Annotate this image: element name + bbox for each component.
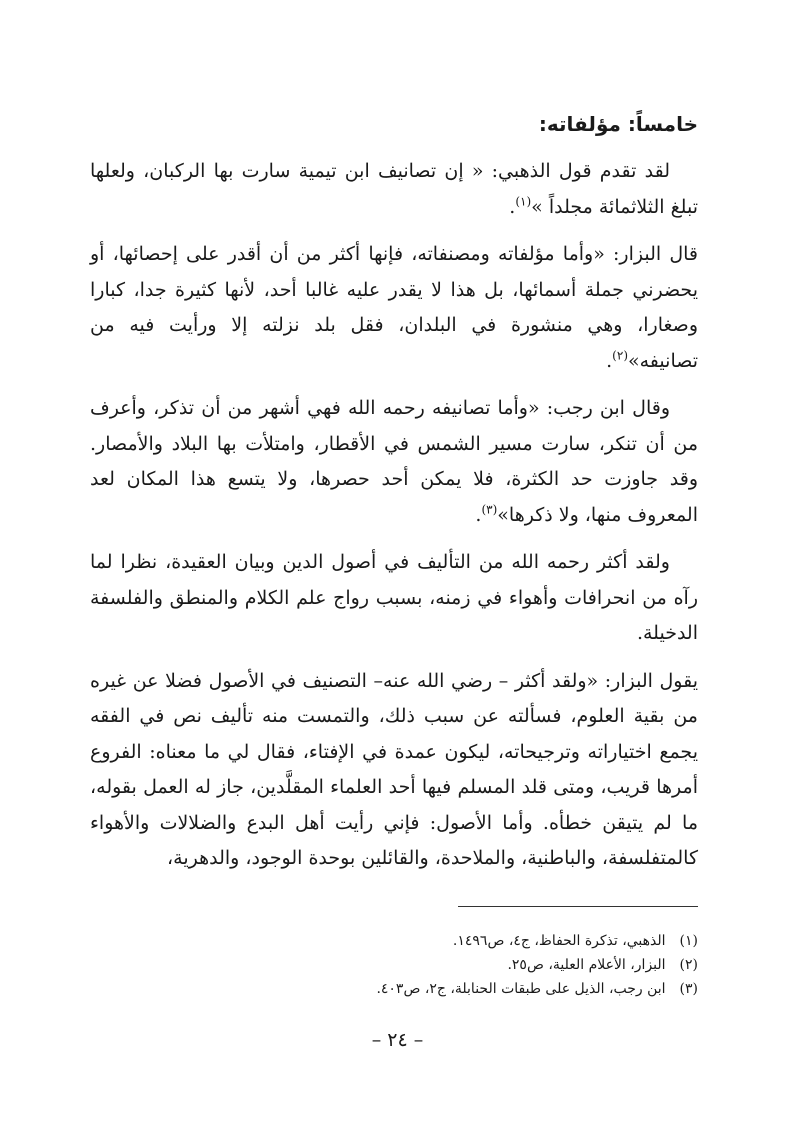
section-heading: خامساً: مؤلفاته:: [538, 112, 698, 136]
paragraph-2: [90, 237, 698, 379]
paragraph-text: وقال ابن رجب: «وأما تصانيفه رحمه الله فهي أشهر من أن تذكر، وأعرف من أن تنكر، سارت مسير الشمس في الأقطار، وامتلأت بها البلاد والأمصار. وقد جاوزت حد الكثرة، فلا يمكن أحد حصرها، ولا يتسع هذا المكان لعد المعروف منها، ولا ذكرها»: [90, 397, 698, 526]
paragraph-text: لقد تقدم قول الذهبي: « إن تصانيف ابن تيمية سارت بها الركبان، ولعلها تبلغ الثلاثمائة مجلداً »: [90, 160, 698, 218]
page-number: – ٢٤ –: [371, 1029, 424, 1051]
footnote-1: [138, 929, 698, 953]
page-body: [90, 108, 698, 889]
paragraph-1: [90, 154, 698, 225]
paragraph-5: [90, 664, 698, 877]
footnote-ref-1[interactable]: (١): [515, 194, 532, 209]
paragraph-end: .: [509, 195, 516, 218]
footnote-divider: [458, 906, 698, 907]
paragraph-text: قال البزار: «وأما مؤلفاته ومصنفاته، فإنها أكثر من أن أقدر على إحصائها، أو يحضرني جملة أسمائها، بل هذا لا يقدر عليه غالبا أحد، لأنها كثيرة جدا، كبارا وصغارا، وهي منشورة في البلدان، فقل بلد نزلته إلا ورأيت فيه من تصانيفه»: [90, 243, 698, 372]
paragraph-3: [90, 391, 698, 533]
footnote-2: [138, 953, 698, 977]
footnote-text: الذهبي، تذكرة الحفاظ، ج٤، ص١٤٩٦.: [452, 933, 666, 949]
footnote-3: [138, 977, 698, 1001]
footnote-ref-3[interactable]: (٣): [481, 502, 498, 517]
footnote-ref-2[interactable]: (٢): [612, 348, 628, 363]
paragraph-text: ولقد أكثر رحمه الله من التأليف في أصول الدين وبيان العقيدة، نظرا لما رآه من انحرافات وأهواء في زمنه، بسبب رواج علم الكلام والمنطق والفلسفة الدخيلة.: [90, 551, 698, 644]
paragraph-end: .: [606, 349, 613, 372]
footnotes: [138, 929, 698, 1001]
paragraph-end: .: [475, 503, 482, 526]
paragraph-4: [90, 545, 698, 652]
footnote-number: (٣): [679, 981, 698, 997]
footnote-number: (١): [679, 933, 698, 949]
footnote-text: البزار، الأعلام العلية، ص٢٥.: [507, 957, 666, 973]
footnote-text: ابن رجب، الذيل على طبقات الحنابلة، ج٢، ص٤٠٣.: [376, 981, 666, 997]
paragraph-text: يقول البزار: «ولقد أكثر – رضي الله عنه– التصنيف في الأصول فضلا عن غيره من بقية العلوم، فسألته عن سبب ذلك، والتمست منه تأليف نص في الفقه يجمع اختياراته وترجيحاته، ليكون عمدة في الإفتاء، فقال لي ما معناه: الفروع أمرها قريب، ومتى قلد المسلم فيها أحد العلماء المقلَّدين، جاز له العمل بقوله، ما لم يتيقن خطأه. وأما الأصول: فإني رأيت أهل البدع والضلالات والأهواء كالمتفلسفة، والباطنية، والملاحدة، والقائلين بوحدة الوجود، والدهرية،: [90, 669, 698, 869]
footnote-number: (٢): [679, 957, 698, 973]
